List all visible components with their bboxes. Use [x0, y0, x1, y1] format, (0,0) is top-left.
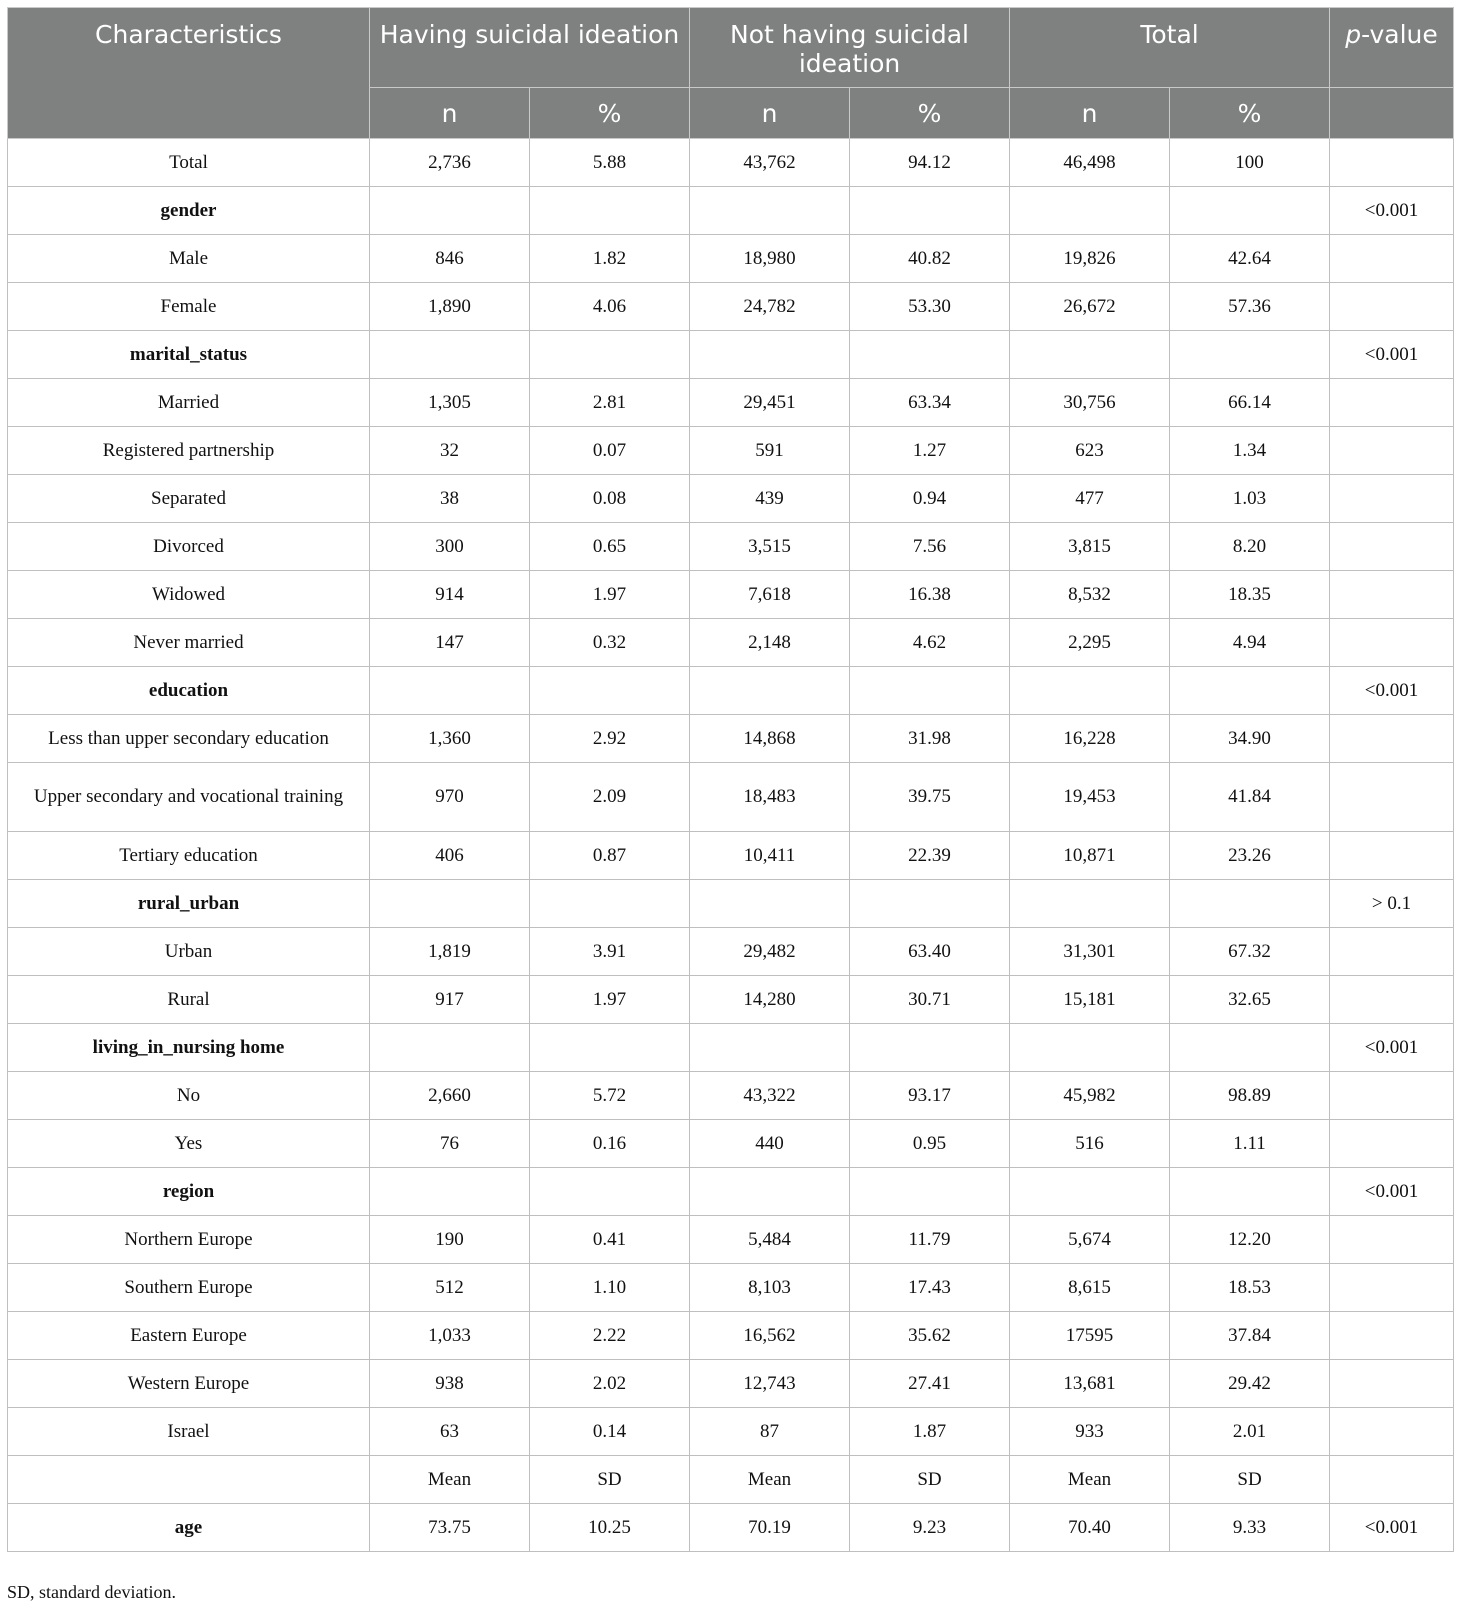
table-cell: 0.32	[530, 619, 690, 667]
table-cell	[690, 667, 850, 715]
table-cell	[1170, 880, 1330, 928]
table-cell	[370, 880, 530, 928]
table-cell	[850, 331, 1010, 379]
row-label: Northern Europe	[8, 1216, 370, 1264]
data-table	[7, 7, 1454, 1552]
table-cell	[1010, 667, 1170, 715]
table-cell: Mean	[1010, 1456, 1170, 1504]
subheader-cell: %	[1170, 88, 1330, 139]
table-cell	[850, 1024, 1010, 1072]
table-cell	[370, 331, 530, 379]
row-label: Tertiary education	[8, 832, 370, 880]
table-cell: 4.62	[850, 619, 1010, 667]
table-cell: 67.32	[1170, 928, 1330, 976]
table-row	[8, 1408, 1454, 1456]
table-cell: 2.02	[530, 1360, 690, 1408]
row-label: Married	[8, 379, 370, 427]
table-row	[8, 1504, 1454, 1552]
table-cell	[530, 667, 690, 715]
table-cell	[1010, 187, 1170, 235]
table-row	[8, 1024, 1454, 1072]
table-cell: 516	[1010, 1120, 1170, 1168]
table-cell	[1170, 331, 1330, 379]
row-label: gender	[8, 187, 370, 235]
row-label: education	[8, 667, 370, 715]
table-row	[8, 379, 1454, 427]
p-value-cell	[1330, 928, 1454, 976]
table-cell: 2.22	[530, 1312, 690, 1360]
table-row	[8, 715, 1454, 763]
row-label: Registered partnership	[8, 427, 370, 475]
table-row	[8, 832, 1454, 880]
table-cell: 4.06	[530, 283, 690, 331]
p-value-cell	[1330, 1072, 1454, 1120]
table-cell: 439	[690, 475, 850, 523]
table-row	[8, 427, 1454, 475]
table-cell	[370, 667, 530, 715]
table-cell: 1,033	[370, 1312, 530, 1360]
table-cell	[1010, 880, 1170, 928]
table-cell: 63.34	[850, 379, 1010, 427]
table-cell: 30.71	[850, 976, 1010, 1024]
row-label: living_in_nursing home	[8, 1024, 370, 1072]
table-cell: 5.72	[530, 1072, 690, 1120]
table-cell: 11.79	[850, 1216, 1010, 1264]
table-row	[8, 235, 1454, 283]
table-cell	[850, 187, 1010, 235]
table-cell: 63.40	[850, 928, 1010, 976]
table-cell	[530, 331, 690, 379]
table-cell: 40.82	[850, 235, 1010, 283]
table-row	[8, 331, 1454, 379]
row-label: Rural	[8, 976, 370, 1024]
p-value-cell: <0.001	[1330, 1168, 1454, 1216]
table-cell: 477	[1010, 475, 1170, 523]
table-cell: 41.84	[1170, 763, 1330, 832]
table-cell: 1.11	[1170, 1120, 1330, 1168]
table-cell	[530, 880, 690, 928]
table-cell: 12,743	[690, 1360, 850, 1408]
table-cell: 46,498	[1010, 139, 1170, 187]
table-cell	[370, 1168, 530, 1216]
table-cell: 591	[690, 427, 850, 475]
table-cell: 94.12	[850, 139, 1010, 187]
table-cell: 300	[370, 523, 530, 571]
table-cell: 1.97	[530, 976, 690, 1024]
table-cell: 93.17	[850, 1072, 1010, 1120]
table-row	[8, 1264, 1454, 1312]
table-cell	[530, 1168, 690, 1216]
table-cell: 0.16	[530, 1120, 690, 1168]
table-cell: 16,228	[1010, 715, 1170, 763]
header-not-having-suicidal-ideation: Not having suicidal ideation	[690, 8, 1010, 88]
table-cell: 1,890	[370, 283, 530, 331]
p-value-cell	[1330, 427, 1454, 475]
table-cell: 29,482	[690, 928, 850, 976]
row-label: Upper secondary and vocational training	[8, 763, 370, 832]
table-cell: 38	[370, 475, 530, 523]
table-cell: 26,672	[1010, 283, 1170, 331]
table-cell: 76	[370, 1120, 530, 1168]
row-label: region	[8, 1168, 370, 1216]
table-cell: 5.88	[530, 139, 690, 187]
table-cell: 18,483	[690, 763, 850, 832]
table-row	[8, 1456, 1454, 1504]
table-cell: 1,360	[370, 715, 530, 763]
p-value-cell	[1330, 571, 1454, 619]
table-cell: 1.97	[530, 571, 690, 619]
table-row	[8, 1072, 1454, 1120]
row-label: Male	[8, 235, 370, 283]
table-cell: 1.87	[850, 1408, 1010, 1456]
row-label: marital_status	[8, 331, 370, 379]
table-cell: 31.98	[850, 715, 1010, 763]
p-value-cell	[1330, 1360, 1454, 1408]
row-label: Total	[8, 139, 370, 187]
table-cell: Mean	[690, 1456, 850, 1504]
table-cell: 917	[370, 976, 530, 1024]
table-cell	[1170, 1024, 1330, 1072]
table-row	[8, 1168, 1454, 1216]
table-cell: 70.19	[690, 1504, 850, 1552]
p-value-cell: <0.001	[1330, 1504, 1454, 1552]
table-cell: 5,674	[1010, 1216, 1170, 1264]
p-value-cell: <0.001	[1330, 1024, 1454, 1072]
table-cell: 63	[370, 1408, 530, 1456]
table-cell: 29.42	[1170, 1360, 1330, 1408]
table-cell: 1.27	[850, 427, 1010, 475]
table-row	[8, 1120, 1454, 1168]
table-cell: 29,451	[690, 379, 850, 427]
subheader-cell: n	[690, 88, 850, 139]
header-p-rest: -value	[1361, 20, 1438, 49]
header-total: Total	[1010, 8, 1330, 88]
table-cell: 933	[1010, 1408, 1170, 1456]
table-cell	[690, 1024, 850, 1072]
table-cell: 8.20	[1170, 523, 1330, 571]
p-value-cell	[1330, 976, 1454, 1024]
table-row	[8, 139, 1454, 187]
table-header	[8, 8, 1454, 139]
table-cell: 32	[370, 427, 530, 475]
table-cell: 1.03	[1170, 475, 1330, 523]
table-cell	[370, 187, 530, 235]
table-cell: 15,181	[1010, 976, 1170, 1024]
table-cell: 0.41	[530, 1216, 690, 1264]
table-cell: 17595	[1010, 1312, 1170, 1360]
table-cell: 24,782	[690, 283, 850, 331]
table-cell: 18.35	[1170, 571, 1330, 619]
row-label: No	[8, 1072, 370, 1120]
p-value-cell	[1330, 619, 1454, 667]
p-value-cell	[1330, 1312, 1454, 1360]
table-cell: 3,815	[1010, 523, 1170, 571]
table-cell	[690, 187, 850, 235]
table-cell: 19,826	[1010, 235, 1170, 283]
p-value-cell	[1330, 283, 1454, 331]
table-row	[8, 523, 1454, 571]
table-cell	[1170, 667, 1330, 715]
table-cell: 42.64	[1170, 235, 1330, 283]
table-cell	[530, 187, 690, 235]
table-cell: 10,411	[690, 832, 850, 880]
table-cell: 27.41	[850, 1360, 1010, 1408]
table-cell: 14,868	[690, 715, 850, 763]
table-cell	[1170, 187, 1330, 235]
table-cell: 16.38	[850, 571, 1010, 619]
table-cell	[690, 1168, 850, 1216]
p-value-cell	[1330, 1264, 1454, 1312]
p-value-cell	[1330, 523, 1454, 571]
table-cell: 1.34	[1170, 427, 1330, 475]
table-cell: 32.65	[1170, 976, 1330, 1024]
table-cell	[530, 1024, 690, 1072]
table-row	[8, 619, 1454, 667]
table-row	[8, 763, 1454, 832]
table-cell: SD	[1170, 1456, 1330, 1504]
table-cell: 8,532	[1010, 571, 1170, 619]
row-label: Divorced	[8, 523, 370, 571]
table-cell	[850, 1168, 1010, 1216]
table-cell	[1170, 1168, 1330, 1216]
subheader-cell: n	[370, 88, 530, 139]
table-row	[8, 1312, 1454, 1360]
table-cell: 13,681	[1010, 1360, 1170, 1408]
table-cell: 18.53	[1170, 1264, 1330, 1312]
table-cell: 100	[1170, 139, 1330, 187]
table-container	[7, 7, 1453, 1552]
table-cell: 1.82	[530, 235, 690, 283]
table-row	[8, 976, 1454, 1024]
table-cell: 970	[370, 763, 530, 832]
table-cell: 10,871	[1010, 832, 1170, 880]
table-cell: 4.94	[1170, 619, 1330, 667]
table-cell: 22.39	[850, 832, 1010, 880]
row-label: Less than upper secondary education	[8, 715, 370, 763]
table-cell: 0.08	[530, 475, 690, 523]
row-label: rural_urban	[8, 880, 370, 928]
table-cell: 8,103	[690, 1264, 850, 1312]
table-cell: 23.26	[1170, 832, 1330, 880]
table-cell	[370, 1024, 530, 1072]
subheader-cell: %	[530, 88, 690, 139]
table-cell: 7,618	[690, 571, 850, 619]
table-cell: 19,453	[1010, 763, 1170, 832]
table-cell: 0.14	[530, 1408, 690, 1456]
header-p-value	[1330, 8, 1454, 88]
subheader-cell: %	[850, 88, 1010, 139]
table-cell: 1.10	[530, 1264, 690, 1312]
table-cell: 31,301	[1010, 928, 1170, 976]
table-footnote: SD, standard deviation.	[7, 1582, 176, 1602]
table-cell: 914	[370, 571, 530, 619]
table-cell: Mean	[370, 1456, 530, 1504]
row-label	[8, 1456, 370, 1504]
table-row	[8, 283, 1454, 331]
table-cell: 8,615	[1010, 1264, 1170, 1312]
table-cell: 2.09	[530, 763, 690, 832]
row-label: Israel	[8, 1408, 370, 1456]
table-cell: 0.94	[850, 475, 1010, 523]
table-row	[8, 571, 1454, 619]
table-cell: 938	[370, 1360, 530, 1408]
table-cell	[1010, 1168, 1170, 1216]
table-cell: 406	[370, 832, 530, 880]
table-cell: 440	[690, 1120, 850, 1168]
table-row	[8, 880, 1454, 928]
table-cell: 0.95	[850, 1120, 1010, 1168]
table-cell: 37.84	[1170, 1312, 1330, 1360]
table-cell	[1010, 1024, 1170, 1072]
table-cell: 2.01	[1170, 1408, 1330, 1456]
table-cell	[690, 880, 850, 928]
table-cell: 73.75	[370, 1504, 530, 1552]
table-cell: 3.91	[530, 928, 690, 976]
subheader-cell-empty	[1330, 88, 1454, 139]
table-cell: 34.90	[1170, 715, 1330, 763]
subheader-cell: n	[1010, 88, 1170, 139]
table-cell: 87	[690, 1408, 850, 1456]
row-label: Eastern Europe	[8, 1312, 370, 1360]
table-cell: 2.81	[530, 379, 690, 427]
header-p-italic: p	[1345, 20, 1362, 49]
table-cell	[850, 880, 1010, 928]
table-cell: 35.62	[850, 1312, 1010, 1360]
table-cell: 30,756	[1010, 379, 1170, 427]
table-cell: 10.25	[530, 1504, 690, 1552]
table-cell	[1010, 331, 1170, 379]
table-cell: 7.56	[850, 523, 1010, 571]
table-row	[8, 1360, 1454, 1408]
p-value-cell	[1330, 1408, 1454, 1456]
p-value-cell: <0.001	[1330, 667, 1454, 715]
row-label: Urban	[8, 928, 370, 976]
p-value-cell: <0.001	[1330, 187, 1454, 235]
p-value-cell	[1330, 832, 1454, 880]
table-cell: 18,980	[690, 235, 850, 283]
p-value-cell	[1330, 1456, 1454, 1504]
table-cell: 147	[370, 619, 530, 667]
row-label: age	[8, 1504, 370, 1552]
table-cell: 39.75	[850, 763, 1010, 832]
table-cell: 9.33	[1170, 1504, 1330, 1552]
p-value-cell	[1330, 379, 1454, 427]
p-value-cell: <0.001	[1330, 331, 1454, 379]
table-cell: 2,660	[370, 1072, 530, 1120]
table-cell: 0.07	[530, 427, 690, 475]
table-cell: 53.30	[850, 283, 1010, 331]
table-cell: 2.92	[530, 715, 690, 763]
table-cell: 70.40	[1010, 1504, 1170, 1552]
p-value-cell	[1330, 475, 1454, 523]
table-cell: 2,148	[690, 619, 850, 667]
table-cell: 2,295	[1010, 619, 1170, 667]
table-cell: 66.14	[1170, 379, 1330, 427]
row-label: Separated	[8, 475, 370, 523]
table-cell: 1,305	[370, 379, 530, 427]
p-value-cell	[1330, 235, 1454, 283]
row-label: Western Europe	[8, 1360, 370, 1408]
table-cell: 846	[370, 235, 530, 283]
table-cell: 57.36	[1170, 283, 1330, 331]
table-cell: 623	[1010, 427, 1170, 475]
table-cell: 98.89	[1170, 1072, 1330, 1120]
table-cell: 43,762	[690, 139, 850, 187]
p-value-cell	[1330, 1216, 1454, 1264]
table-cell	[850, 667, 1010, 715]
table-cell: 0.87	[530, 832, 690, 880]
table-row	[8, 667, 1454, 715]
table-cell: 0.65	[530, 523, 690, 571]
row-label: Yes	[8, 1120, 370, 1168]
p-value-cell	[1330, 1120, 1454, 1168]
table-cell: SD	[530, 1456, 690, 1504]
table-body	[8, 139, 1454, 1552]
row-label: Never married	[8, 619, 370, 667]
table-cell: 45,982	[1010, 1072, 1170, 1120]
row-label: Female	[8, 283, 370, 331]
table-row	[8, 1216, 1454, 1264]
table-cell: 190	[370, 1216, 530, 1264]
table-cell: 43,322	[690, 1072, 850, 1120]
table-cell: 16,562	[690, 1312, 850, 1360]
table-cell: 512	[370, 1264, 530, 1312]
table-cell: 3,515	[690, 523, 850, 571]
header-having-suicidal-ideation: Having suicidal ideation	[370, 8, 690, 88]
table-row	[8, 475, 1454, 523]
table-cell	[690, 331, 850, 379]
table-cell: 17.43	[850, 1264, 1010, 1312]
p-value-cell: > 0.1	[1330, 880, 1454, 928]
table-cell: 5,484	[690, 1216, 850, 1264]
p-value-cell	[1330, 763, 1454, 832]
table-cell: 2,736	[370, 139, 530, 187]
table-cell: 9.23	[850, 1504, 1010, 1552]
p-value-cell	[1330, 139, 1454, 187]
row-label: Southern Europe	[8, 1264, 370, 1312]
table-cell: 14,280	[690, 976, 850, 1024]
header-characteristics: Characteristics	[8, 8, 370, 139]
table-cell: SD	[850, 1456, 1010, 1504]
table-cell: 1,819	[370, 928, 530, 976]
row-label: Widowed	[8, 571, 370, 619]
p-value-cell	[1330, 715, 1454, 763]
table-cell: 12.20	[1170, 1216, 1330, 1264]
table-row	[8, 187, 1454, 235]
table-row	[8, 928, 1454, 976]
